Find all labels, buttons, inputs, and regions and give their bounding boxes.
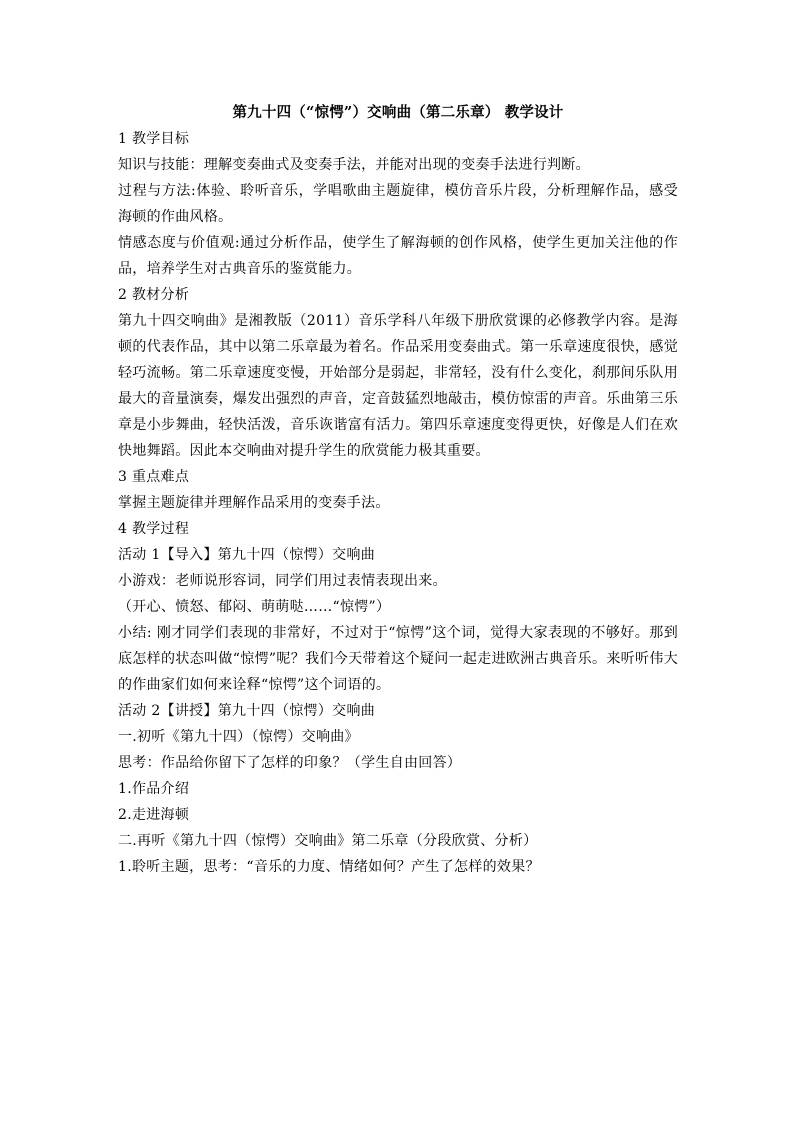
paragraph-first-listen: 一.初听《第九十四）（惊愕）交响曲》 <box>118 729 359 745</box>
paragraph-process-methods: 过程与方法:体验、聆听音乐，学唱歌曲主题旋律，模仿音乐片段，分析理解作品，感受海顿的作曲风格。 <box>118 183 678 225</box>
paragraph-key-difficulties: 掌握主题旋律并理解作品采用的变奏手法。 <box>118 495 390 511</box>
paragraph-knowledge-skills: 知识与技能：理解变奏曲式及变奏手法，并能对出现的变奏手法进行判断。 <box>118 157 590 173</box>
heading-teaching-goals: 1 教学目标 <box>118 131 190 147</box>
heading-material-analysis: 2 教材分析 <box>118 287 190 303</box>
paragraph-think-question: 思考：作品给你留下了怎样的印象？（学生自由回答） <box>118 755 462 771</box>
activity-2-heading: 活动 2【讲授】第九十四（惊愕）交响曲 <box>118 703 376 719</box>
paragraph-summary: 小结: 刚才同学们表现的非常好，不过对于“惊愕”这个词，觉得大家表现的不够好。那到底怎样的状态叫做“惊愕”呢？我们今天带着这个疑问一起走进欧洲古典音乐。来听听伟大的作曲家们如何来诠释“惊愕”这个词语的。 <box>118 625 678 693</box>
heading-teaching-process: 4 教学过程 <box>118 521 190 537</box>
paragraph-second-listen: 二.再听《第九十四（惊愕）交响曲》第二乐章（分段欣赏、分析） <box>118 833 538 849</box>
paragraph-listen-theme: 1.聆听主题，思考：“音乐的力度、情绪如何？产生了怎样的效果？ <box>118 859 540 875</box>
activity-1-heading: 活动 1【导入】第九十四（惊愕）交响曲 <box>118 547 376 563</box>
heading-key-difficulties: 3 重点难点 <box>118 469 190 485</box>
paragraph-emotion-list: （开心、愤怒、郁闷、萌萌哒……“惊愕”） <box>118 599 391 615</box>
paragraph-mini-game: 小游戏：老师说形容词，同学们用过表情表现出来。 <box>118 573 447 589</box>
document-title: 第九十四（“惊愕”）交响曲（第二乐章） 教学设计 <box>232 104 564 121</box>
document-page <box>118 100 678 880</box>
paragraph-material-analysis: 第九十四交响曲》是湘教版（2011）音乐学科八年级下册欣赏课的必修教学内容。是海顿的代表作品，其中以第二乐章最为着名。作品采用变奏曲式。第一乐章速度很快，感觉轻巧流畅。第二乐章速度变慢，开始部分是弱起，非常轻，没有什么变化，刹那间乐队用最大的音量演奏，爆发出强烈的声音，定音鼓猛烈地敲击，模仿惊雷的声音。乐曲第三乐章是小步舞曲，轻快活泼，音乐诙谐富有活力。第四乐章速度变得更快，好像是人们在欢快地舞蹈。因此本交响曲对提升学生的欣赏能力极其重要。 <box>118 313 678 459</box>
list-item-work-intro: 1.作品介绍 <box>118 781 190 797</box>
list-item-haydn: 2.走进海顿 <box>118 807 190 823</box>
paragraph-emotion-values: 情感态度与价值观:通过分析作品，使学生了解海顿的创作风格，使学生更加关注他的作品，培养学生对古典音乐的鉴赏能力。 <box>118 235 678 277</box>
